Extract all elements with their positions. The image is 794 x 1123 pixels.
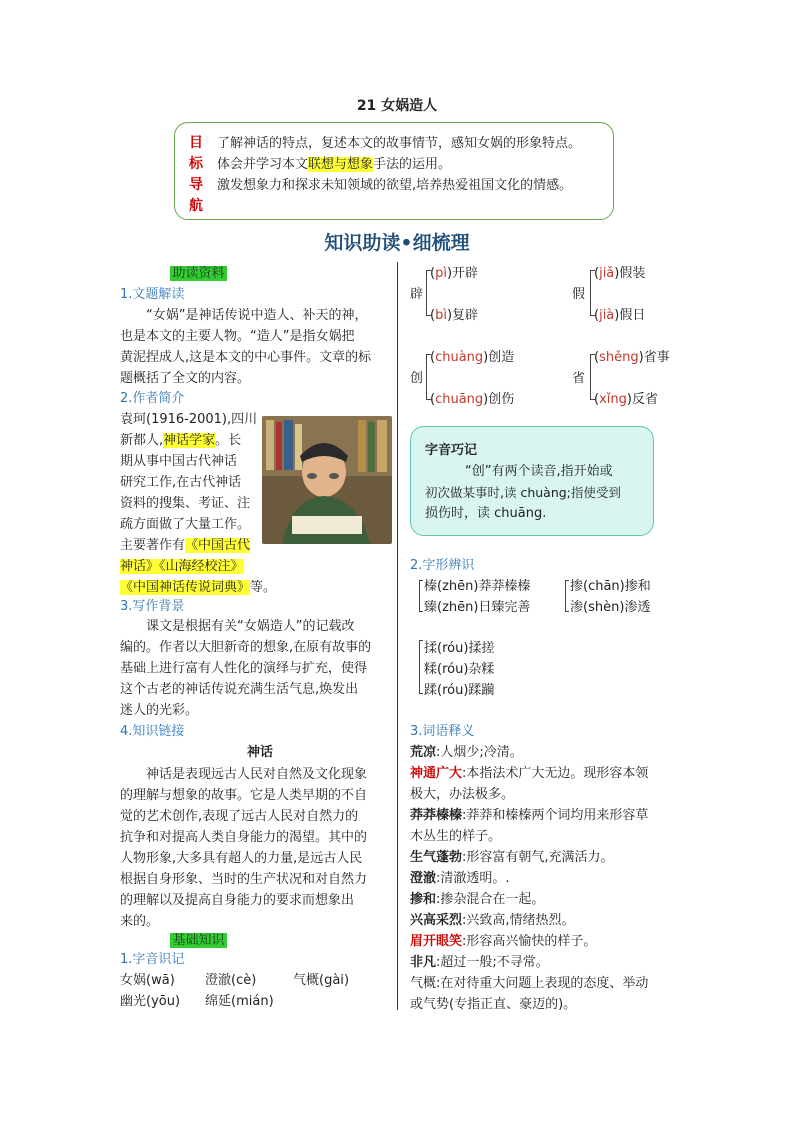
- myth-title: 神话: [246, 745, 273, 760]
- glyph-group: 揉(róu)揉搓 糅(róu)杂糅 蹂(róu)蹂躏: [424, 641, 495, 698]
- title-interpretation: “女娲”是神话传说中造人、补天的神， 也是本文的主要人物。“造人”是指女娲把 黄泥捏成人,这是本文的中心事件。文章的标 题概括了全文的内容。: [120, 308, 372, 386]
- subsection-title: 2.字形辨识: [410, 558, 475, 573]
- poly-reading: (shěng)省事: [594, 350, 670, 365]
- goal-line: 了解神话的特点，复述本文的故事情节，感知女娲的形象特点。: [217, 136, 582, 151]
- poly-reading: (pì)开辟: [430, 266, 479, 281]
- glyph-pair: 榛(zhēn)莽莽榛榛 臻(zhēn)日臻完善: [424, 579, 531, 615]
- poly-reading: (chuàng)创造: [430, 350, 515, 365]
- pron-item: 绵延(mián): [205, 994, 274, 1009]
- subsection-title: 1.字音识记: [120, 952, 185, 967]
- subsection-title: 2.作者简介: [120, 391, 185, 406]
- pron-item: 幽光(yōu): [120, 994, 181, 1009]
- poly-char: 假: [572, 287, 586, 302]
- subsection-title: 4.知识链接: [120, 724, 185, 739]
- section-banner: 知识助读•细梳理: [324, 232, 470, 254]
- page-title: 21 女娲造人: [356, 98, 438, 114]
- brace: [419, 640, 423, 694]
- pron-item: 女娲(wā): [120, 973, 175, 988]
- pron-item: 气概(gài): [293, 973, 350, 988]
- pron-item: 澄澈(cè): [205, 973, 257, 988]
- section-header-wrap: [0, 263, 397, 284]
- brace: [565, 580, 569, 612]
- tip-title: 字音巧记: [425, 443, 478, 458]
- glyph-pair: 掺(chān)掺和 渗(shèn)渗透: [570, 579, 651, 615]
- subsection-title: 1.文题解读: [120, 287, 185, 302]
- poly-char: 省: [572, 371, 586, 386]
- poly-reading: (xǐng)反省: [594, 392, 658, 407]
- definition-item: 气概:在对待重大问题上表现的态度、举动: [410, 976, 649, 991]
- definition-item: 荒凉:人烟少;冷清。: [410, 745, 523, 760]
- column-divider: [397, 262, 398, 1010]
- goals-text: [217, 133, 607, 196]
- definition-item: 非凡:超过一般;不寻常。: [410, 955, 549, 970]
- definition-item: 木丛生的样子。: [410, 829, 502, 844]
- brace: [419, 580, 423, 612]
- goal-line: 激发想象力和探求未知领域的欲望,培养热爱祖国文化的情感。: [217, 178, 573, 193]
- goal-line: 体会并学习本文联想与想象手法的运用。: [217, 157, 452, 172]
- poly-reading: (bì)复辟: [430, 308, 479, 323]
- goals-label-char: 目: [189, 135, 203, 151]
- goals-label-char: 导: [189, 177, 203, 193]
- goals-label: [189, 133, 209, 217]
- definition-item: 生气蓬勃:形容富有朝气,充满活力。: [410, 850, 614, 865]
- section-header-reading: 助读资料: [172, 266, 225, 281]
- goals-label-char: 航: [189, 198, 203, 214]
- definition-item: 或气势(专指正直、豪迈的)。: [410, 997, 577, 1012]
- writing-background: 课文是根据有关“女娲造人”的记载改 编的。作者以大胆新奇的想象,在原有故事的 基础上进行富有人性化的演绎与扩充，使得 这个古老的神话传说充满生活气息,焕发出 迷人的光彩。: [120, 619, 372, 718]
- poly-reading: (jiǎ)假装: [594, 266, 646, 281]
- subsection-title: 3.词语释义: [410, 724, 475, 739]
- myth-text: 神话是表现远古人民对自然及文化现象 的理解与想象的故事。它是人类早期的不自 觉的艺术创作,表现了远古人民对自然力的 抗争和对提高人类自身能力的渴望。其中的 人物形象,大多具有超人的力量,是远古人民 根据自身形象、当时的生产状况和对自然力 的理解以及提高自身能力的要求而想象出 来的。: [120, 767, 368, 929]
- definition-item: 莽莽榛榛:莽莽和榛榛两个词均用来形容草: [410, 808, 649, 823]
- definition-item: 兴高采烈:兴致高,情绪热烈。: [410, 913, 575, 928]
- poly-char: 创: [410, 371, 424, 386]
- author-intro: 袁珂(1916-2001),四川 新都人,神话学家。长 期从事中国古代神话 研究工作,在古代神话 资料的搜集、考证、注 疏方面做了大量工作。 主要著作有《中国古代 神话》《山海经校注》 《中国神话传说词典》等。: [120, 412, 277, 595]
- definition-item: 神通广大:本指法术广大无边。现形容本领: [410, 766, 649, 781]
- section-header-basics: 基础知识: [172, 933, 225, 948]
- author-photo: [262, 416, 392, 544]
- subsection-title: 3.写作背景: [120, 599, 185, 614]
- definition-item: 澄澈:清澈透明。.: [410, 871, 510, 886]
- highlight: 联想与想象: [308, 157, 374, 172]
- definition-item: 眉开眼笑:形容高兴愉快的样子。: [410, 934, 597, 949]
- poly-reading: (chuāng)创伤: [430, 392, 515, 407]
- section-header-wrap: [0, 930, 397, 951]
- goals-label-char: 标: [189, 156, 203, 172]
- definitions-list: [410, 742, 686, 1015]
- definition-item: 掺和:掺杂混合在一起。: [410, 892, 545, 907]
- definition-item: 极大，办法极多。: [410, 787, 515, 802]
- poly-char: 辟: [410, 287, 424, 302]
- poly-reading: (jià)假日: [594, 308, 646, 323]
- tip-text: “创”有两个读音,指开始或 初次做某事时,读 chuàng;指使受到 损伤时，读 chuāng.: [425, 464, 621, 521]
